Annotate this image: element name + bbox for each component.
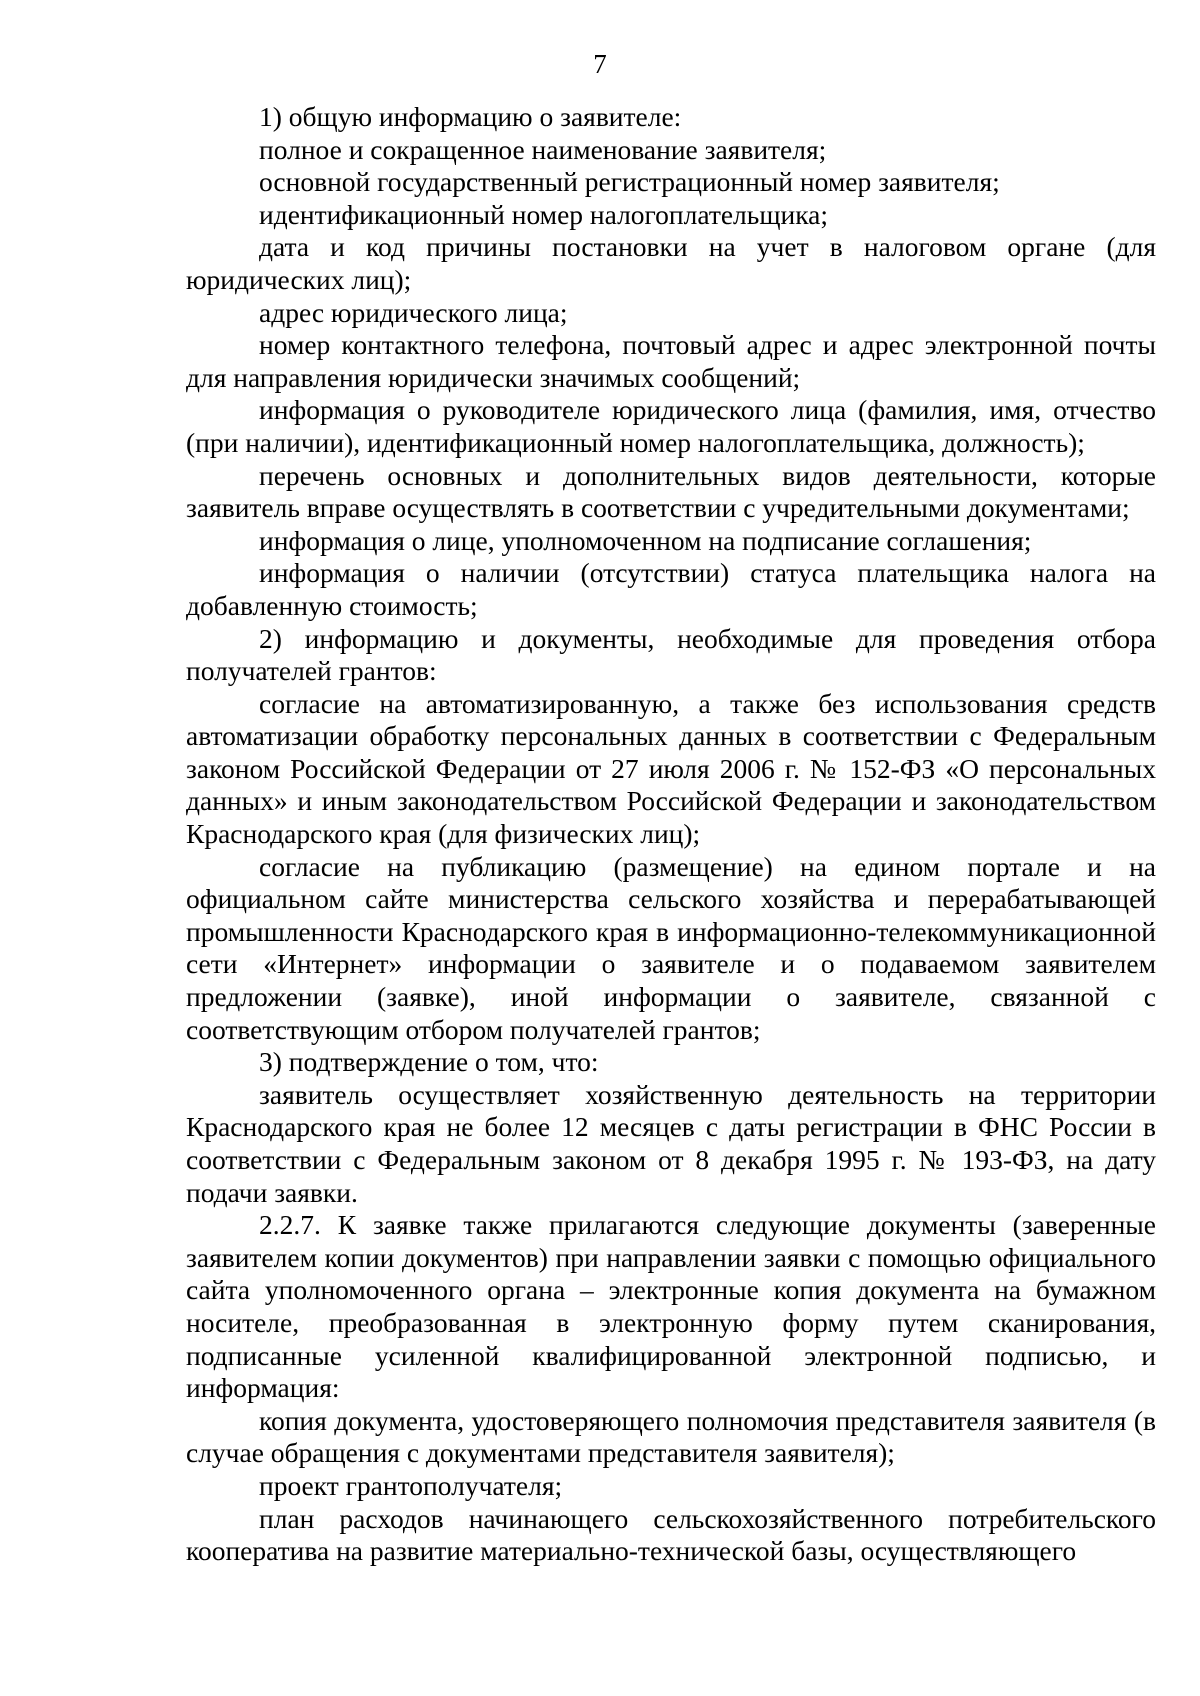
paragraph: дата и код причины постановки на учет в налоговом органе (для юридических лиц); (186, 231, 1156, 295)
page-number: 7 (593, 49, 607, 79)
paragraph: заявитель осуществляет хозяйственную деятельность на территории Краснодарского края не более 12 месяцев с даты регистрации в ФНС России в соответствии с Федеральным законом от 8 декабря 1995 г. № 193-ФЗ, на дату подачи заявки. (186, 1078, 1156, 1208)
paragraph: 2) информацию и документы, необходимые для проведения отбора получателей грантов: (186, 622, 1156, 687)
paragraph: основной государственный регистрационный номер заявителя; (259, 166, 1000, 198)
paragraph: информация о лице, уполномоченном на подписание соглашения; (259, 524, 1032, 556)
paragraph: информация о руководителе юридического лица (фамилия, имя, отчество (при наличии), идентификационный номер налогоплательщика, должность); (186, 394, 1156, 458)
paragraph: 3) подтверждение о том, что: (259, 1046, 599, 1078)
paragraph: идентификационный номер налогоплательщика; (259, 198, 829, 230)
paragraph: перечень основных и дополнительных видов деятельности, которые заявитель вправе осуществлять в соответствии с учредительными документами; (186, 459, 1156, 524)
paragraph: согласие на публикацию (размещение) на едином портале и на официальном сайте министерства сельского хозяйства и перерабатывающей промышленности Краснодарского края в информационно-телекоммуникационной сети «Интернет» информации о заявителе и о подаваемом заявителем предложении (заявке), иной информации о заявителе, связанной с соответствующим отбором получателей грантов; (186, 850, 1156, 1045)
paragraph: информация о наличии (отсутствии) статуса плательщика налога на добавленную стоимость; (186, 557, 1156, 621)
paragraph: полное и сокращенное наименование заявителя; (259, 133, 827, 165)
paragraph: согласие на автоматизированную, а также без использования средств автоматизации обработку персональных данных в соответствии с Федеральным законом Российской Федерации от 27 июля 2006 г. № 152-ФЗ «О персональных данных» и иным законодательством Российской Федерации и законодательством Краснодарского края (для физических лиц); (186, 687, 1156, 850)
paragraph: план расходов начинающего сельскохозяйственного потребительского кооператива на развитие материально-технической базы, осуществляющего (186, 1502, 1156, 1567)
document-body (186, 101, 1156, 1568)
paragraph: копия документа, удостоверяющего полномочия представителя заявителя (в случае обращения с документами представителя заявителя); (186, 1404, 1156, 1469)
paragraph: 1) общую информацию о заявителе: (259, 101, 682, 132)
paragraph: адрес юридического лица; (259, 296, 568, 328)
paragraph: 2.2.7. К заявке также прилагаются следующие документы (заверенные заявителем копии документов) при направлении заявки с помощью официального сайта уполномоченного органа – электронные копия документа на бумажном носителе, преобразованная в электронную форму путем сканирования, подписанные усиленной квалифицированной электронной подписью, и информация: (186, 1209, 1156, 1404)
paragraph: проект грантополучателя; (259, 1469, 563, 1501)
paragraph: номер контактного телефона, почтовый адрес и адрес электронной почты для направления юридически значимых сообщений; (186, 329, 1156, 393)
